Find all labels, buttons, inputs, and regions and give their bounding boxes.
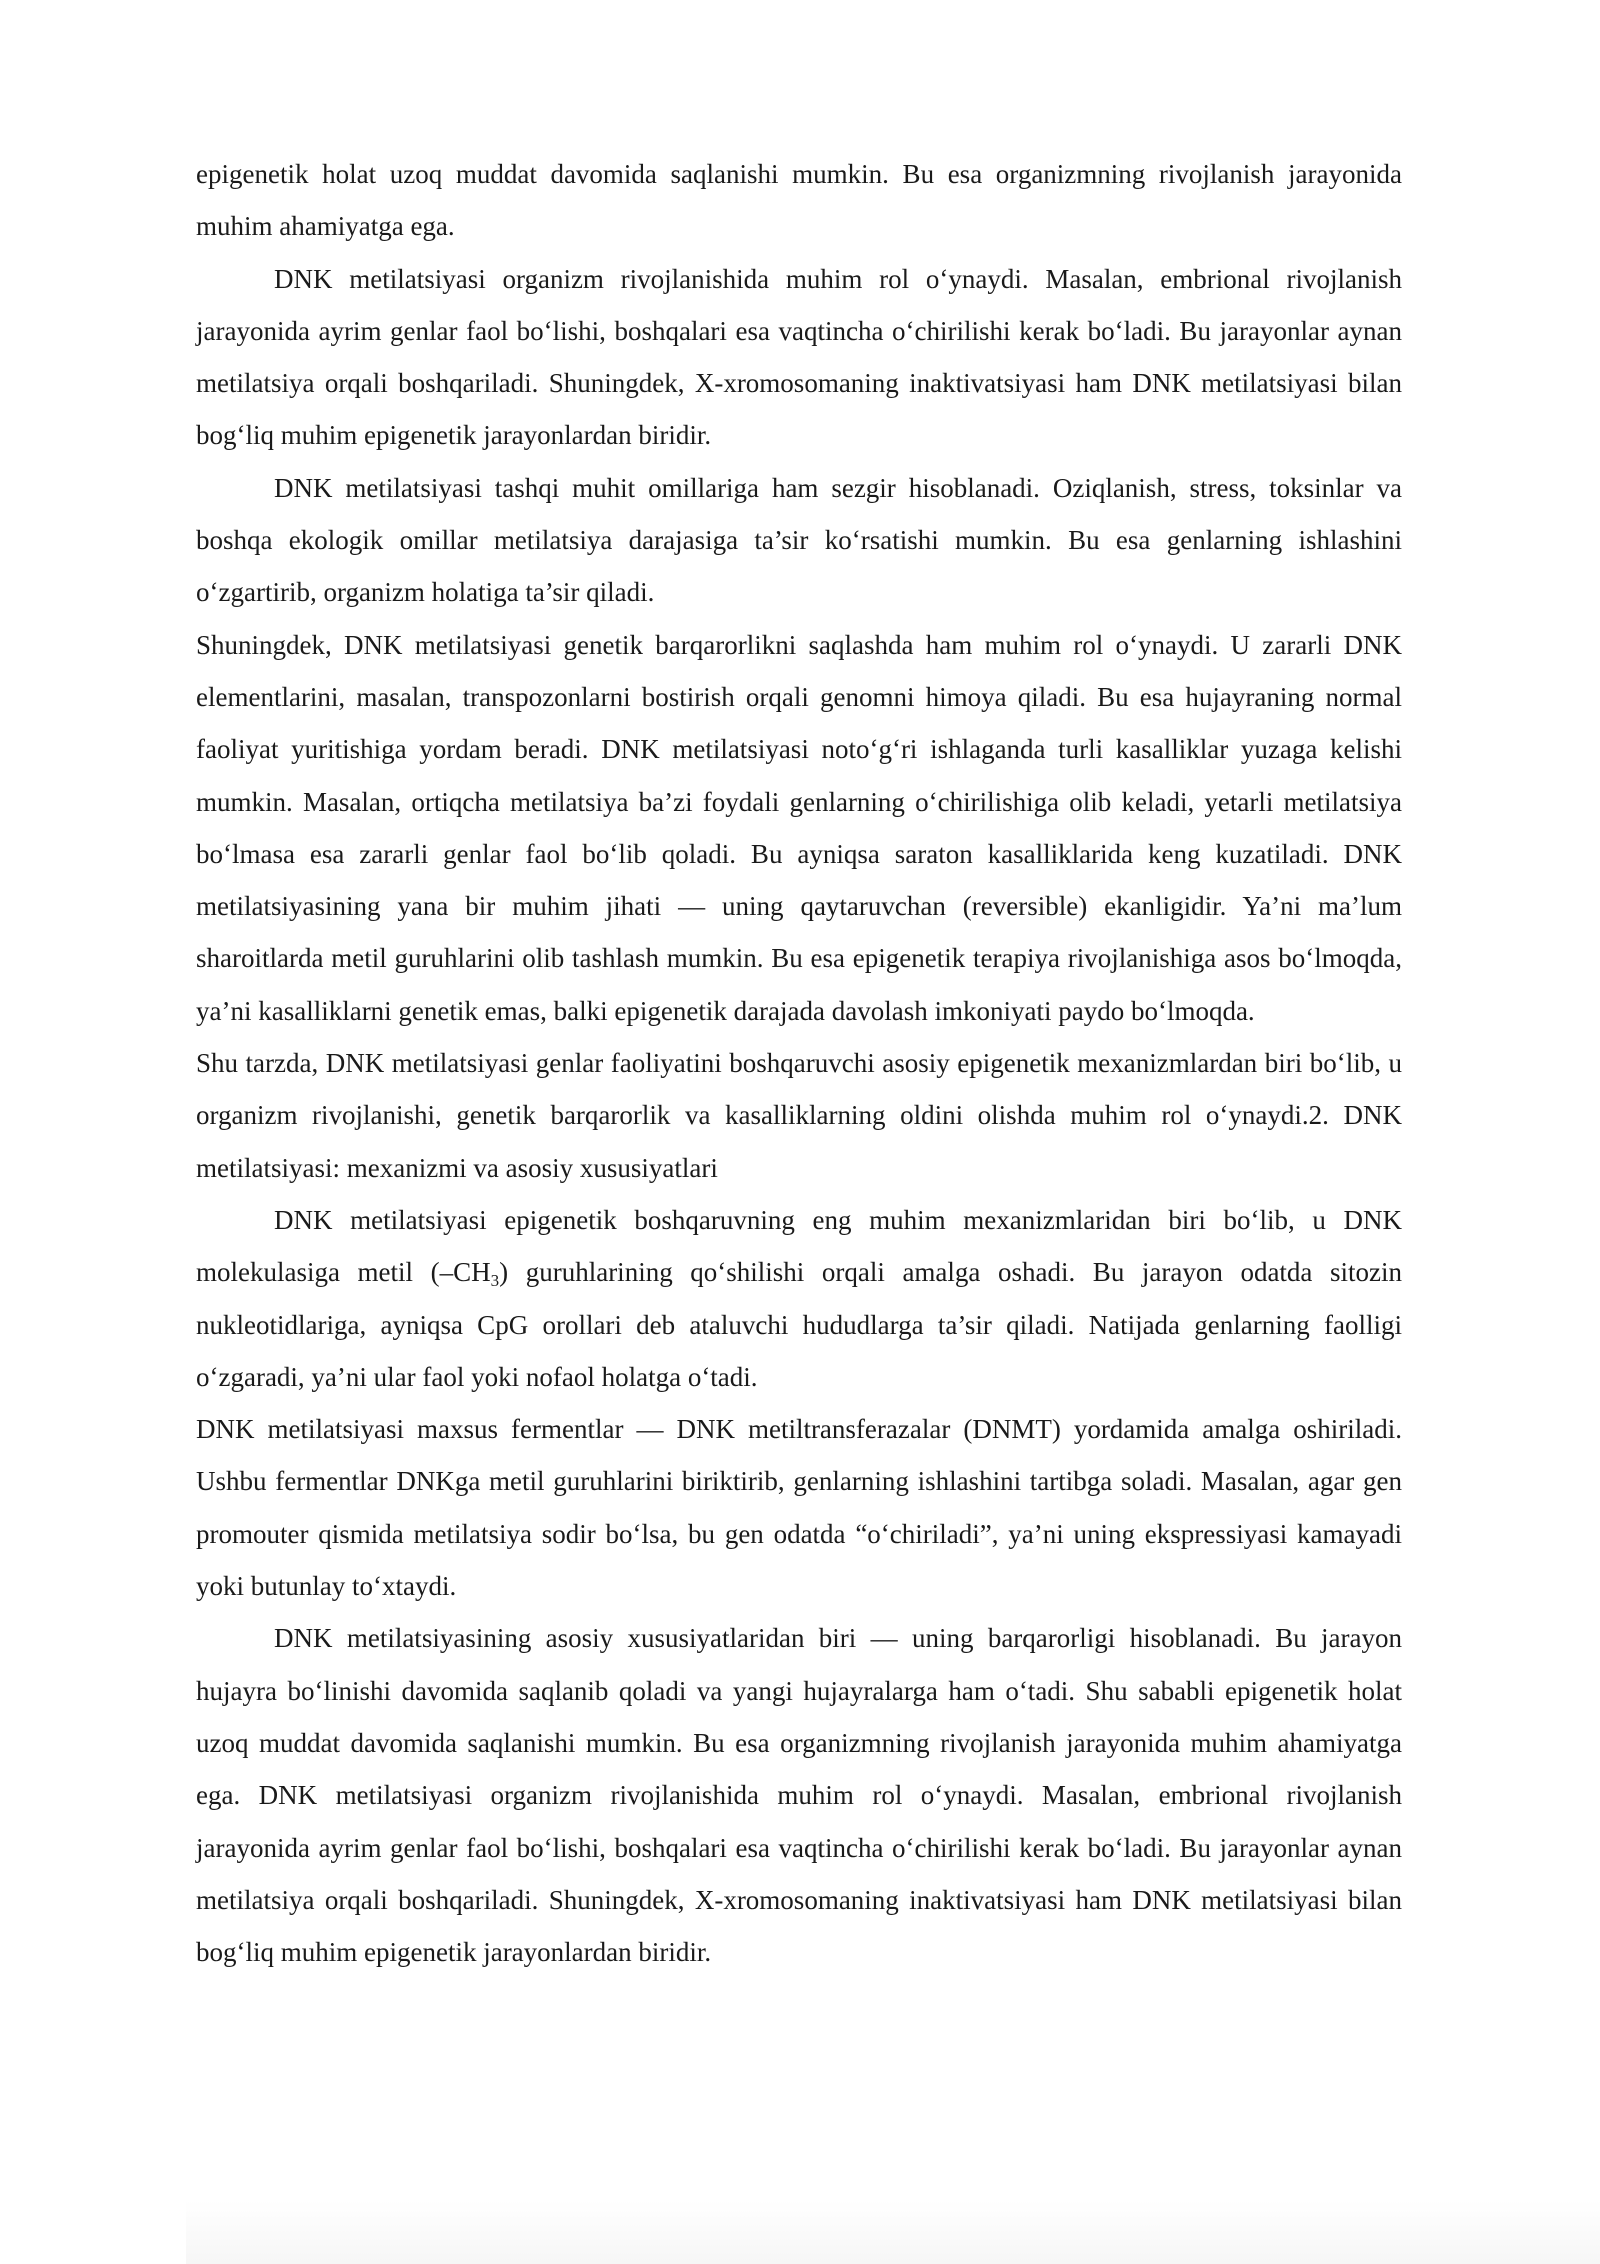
paragraph-1: epigenetik holat uzoq muddat davomida saqlanishi mumkin. Bu esa organizmning rivojlanish jarayonida muhim ahamiyatga ega. — [196, 159, 1402, 242]
paragraph-4: Shuningdek, DNK metilatsiyasi genetik barqarorlikni saqlashda ham muhim rol oʻynaydi. U zararli DNK elementlarini, masalan, transpozonlarni bostirish orqali genomni himoya qiladi. Bu esa hujayraning normal faoliyat yuritishiga yordam beradi. DNK metilatsiyasi notoʻgʻri ishlaganda turli kasalliklar yuzaga kelishi mumkin. Masalan, ortiqcha metilatsiya ba’zi foydali genlarning oʻchirilishiga olib keladi, yetarli metilatsiya boʻlmasa esa zararli genlar faol boʻlib qoladi. Bu ayniqsa saraton kasalliklarida keng kuzatiladi. DNK metilatsiyasining yana bir muhim jihati — uning qaytaruvchan (reversible) ekanligidir. Ya’ni ma’lum sharoitlarda metil guruhlarini olib tashlash mumkin. Bu esa epigenetik terapiya rivojlanishiga asos boʻlmoqda, ya’ni kasalliklarni genetik emas, balki epigenetik darajada davolash imkoniyati paydo boʻlmoqda. — [196, 629, 1402, 1026]
paragraph-3: DNK metilatsiyasi tashqi muhit omillariga ham sezgir hisoblanadi. Oziqlanish, stress, toksinlar va boshqa ekologik omillar metilatsiya darajasiga ta’sir koʻrsatishi mumkin. Bu esa genlarning ishlashini oʻzgartirib, organizm holatiga ta’sir qiladi. — [196, 472, 1402, 608]
paragraph-6-text-before: DNK metilatsiyasi epigenetik boshqaruvning eng muhim mexanizmlaridan biri boʻlib, u DNK molekulasiga metil (–CH — [196, 1204, 1402, 1288]
document-body — [196, 148, 1402, 1978]
paragraph-6-subscript: 3 — [490, 1271, 500, 1291]
paragraph-6-text-after: ) guruhlarining qoʻshilishi orqali amalga oshadi. Bu jarayon odatda sitozin nukleotidlariga, ayniqsa CpG orollari deb ataluvchi hududlarga ta’sir qiladi. Natijada genlarning faolligi oʻzgaradi, ya’ni ular faol yoki nofaol holatga oʻtadi. — [196, 1257, 1403, 1392]
paragraph-2: DNK metilatsiyasi organizm rivojlanishida muhim rol oʻynaydi. Masalan, embrional rivojlanish jarayonida ayrim genlar faol boʻlishi, boshqalari esa vaqtincha oʻchirilishi kerak boʻladi. Bu jarayonlar aynan metilatsiya orqali boshqariladi. Shuningdek, X-xromosomaning inaktivatsiyasi ham DNK metilatsiyasi bilan bogʻliq muhim epigenetik jarayonlardan biridir. — [196, 263, 1402, 451]
page-bottom-shade — [186, 2200, 1600, 2264]
paragraph-6 — [196, 1194, 1402, 1403]
paragraph-5: Shu tarzda, DNK metilatsiyasi genlar faoliyatini boshqaruvchi asosiy epigenetik mexanizmlardan biri boʻlib, u organizm rivojlanishi, genetik barqarorlik va kasalliklarning oldini olishda muhim rol oʻynaydi.2. DNK metilatsiyasi: mexanizmi va asosiy xususiyatlari — [196, 1048, 1402, 1183]
paragraph-7: DNK metilatsiyasi maxsus fermentlar — DNK metiltransferazalar (DNMT) yordamida amalga oshiriladi. Ushbu fermentlar DNKga metil guruhlarini biriktirib, genlarning ishlashini tartibga soladi. Masalan, agar gen promouter qismida metilatsiya sodir boʻlsa, bu gen odatda “oʻchiriladi”, ya’ni uning ekspressiyasi kamayadi yoki butunlay toʻxtaydi. — [196, 1414, 1402, 1602]
paragraph-8: DNK metilatsiyasining asosiy xususiyatlaridan biri — uning barqarorligi hisoblanadi. Bu jarayon hujayra boʻlinishi davomida saqlanib qoladi va yangi hujayralarga ham oʻtadi. Shu sababli epigenetik holat uzoq muddat davomida saqlanishi mumkin. Bu esa organizmning rivojlanish jarayonida muhim ahamiyatga ega. DNK metilatsiyasi organizm rivojlanishida muhim rol oʻynaydi. Masalan, embrional rivojlanish jarayonida ayrim genlar faol boʻlishi, boshqalari esa vaqtincha oʻchirilishi kerak boʻladi. Bu jarayonlar aynan metilatsiya orqali boshqariladi. Shuningdek, X-xromosomaning inaktivatsiyasi ham DNK metilatsiyasi bilan bogʻliq muhim epigenetik jarayonlardan biridir. — [196, 1623, 1402, 1968]
